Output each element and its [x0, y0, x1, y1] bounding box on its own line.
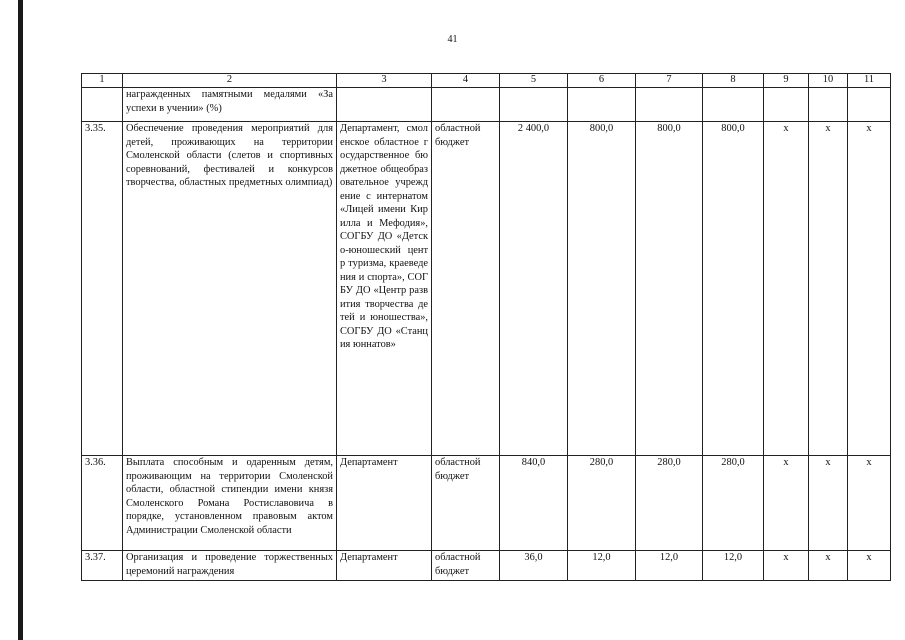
column-number: 9 [764, 74, 809, 88]
column-number: 6 [568, 74, 636, 88]
column-number-row [82, 74, 891, 88]
column-11-value: х [848, 122, 891, 456]
page-number: 41 [447, 34, 458, 45]
year-3-amount: 280,0 [703, 456, 764, 551]
column-number: 1 [82, 74, 123, 88]
continuation-row [82, 88, 891, 122]
column-9-value: х [764, 456, 809, 551]
column-number: 5 [500, 74, 568, 88]
column-number: 11 [848, 74, 891, 88]
column-number: 4 [432, 74, 500, 88]
funding-source: областной бюджет [432, 456, 500, 551]
column-11-value: х [848, 456, 891, 551]
year-2-amount: 12,0 [636, 551, 703, 581]
table-row [82, 122, 891, 456]
column-11-value: х [848, 551, 891, 581]
activity-name: Обеспечение проведения мероприятий для детей, проживающих на территории Смоленской области (слетов и спортивных соревнований, фестивалей и конкурсов творчества, областных предметных олимпиад) [123, 122, 337, 456]
funding-source: областной бюджет [432, 551, 500, 581]
column-number: 8 [703, 74, 764, 88]
row-id: 3.37. [82, 551, 123, 581]
year-1-amount: 12,0 [568, 551, 636, 581]
row-id [82, 88, 123, 122]
row-id: 3.36. [82, 456, 123, 551]
table-row [82, 551, 891, 581]
scan-edge-bar [18, 0, 23, 640]
column-number: 3 [337, 74, 432, 88]
activity-name: Выплата способным и одаренным детям, проживающим на территории Смоленской области, областной стипендии имени князя Смоленского Романа Ростиславовича в порядке, установленном правовым актом Администрации Смоленской области [123, 456, 337, 551]
total-amount: 840,0 [500, 456, 568, 551]
total-amount: 36,0 [500, 551, 568, 581]
row-id: 3.35. [82, 122, 123, 456]
executor: Департамент [337, 456, 432, 551]
activity-name: Организация и проведение торжественных церемоний награждения [123, 551, 337, 581]
executor: Департамент [337, 551, 432, 581]
column-10-value: х [809, 456, 848, 551]
column-number: 10 [809, 74, 848, 88]
column-10-value: х [809, 551, 848, 581]
year-2-amount: 800,0 [636, 122, 703, 456]
program-table [81, 73, 891, 581]
year-1-amount: 800,0 [568, 122, 636, 456]
year-1-amount: 280,0 [568, 456, 636, 551]
column-9-value: х [764, 551, 809, 581]
funding-source: областной бюджет [432, 122, 500, 456]
column-10-value: х [809, 122, 848, 456]
activity-name: награжденных памятными медалями «За успехи в учении» (%) [123, 88, 337, 122]
year-3-amount: 12,0 [703, 551, 764, 581]
column-9-value: х [764, 122, 809, 456]
year-2-amount: 280,0 [636, 456, 703, 551]
column-number: 2 [123, 74, 337, 88]
executor: Департамент, смоленское областное государственное бюджетное общеобразовательное учреждение с интернатом «Лицей имени Кирилла и Мефодия», СОГБУ ДО «Детско-юношеский центр туризма, краеведения и спорта», СОГБУ ДО «Центр развития творчества детей и юношества», СОГБУ ДО «Станция юннатов» [337, 122, 432, 456]
table-row [82, 456, 891, 551]
column-number: 7 [636, 74, 703, 88]
total-amount: 2 400,0 [500, 122, 568, 456]
year-3-amount: 800,0 [703, 122, 764, 456]
